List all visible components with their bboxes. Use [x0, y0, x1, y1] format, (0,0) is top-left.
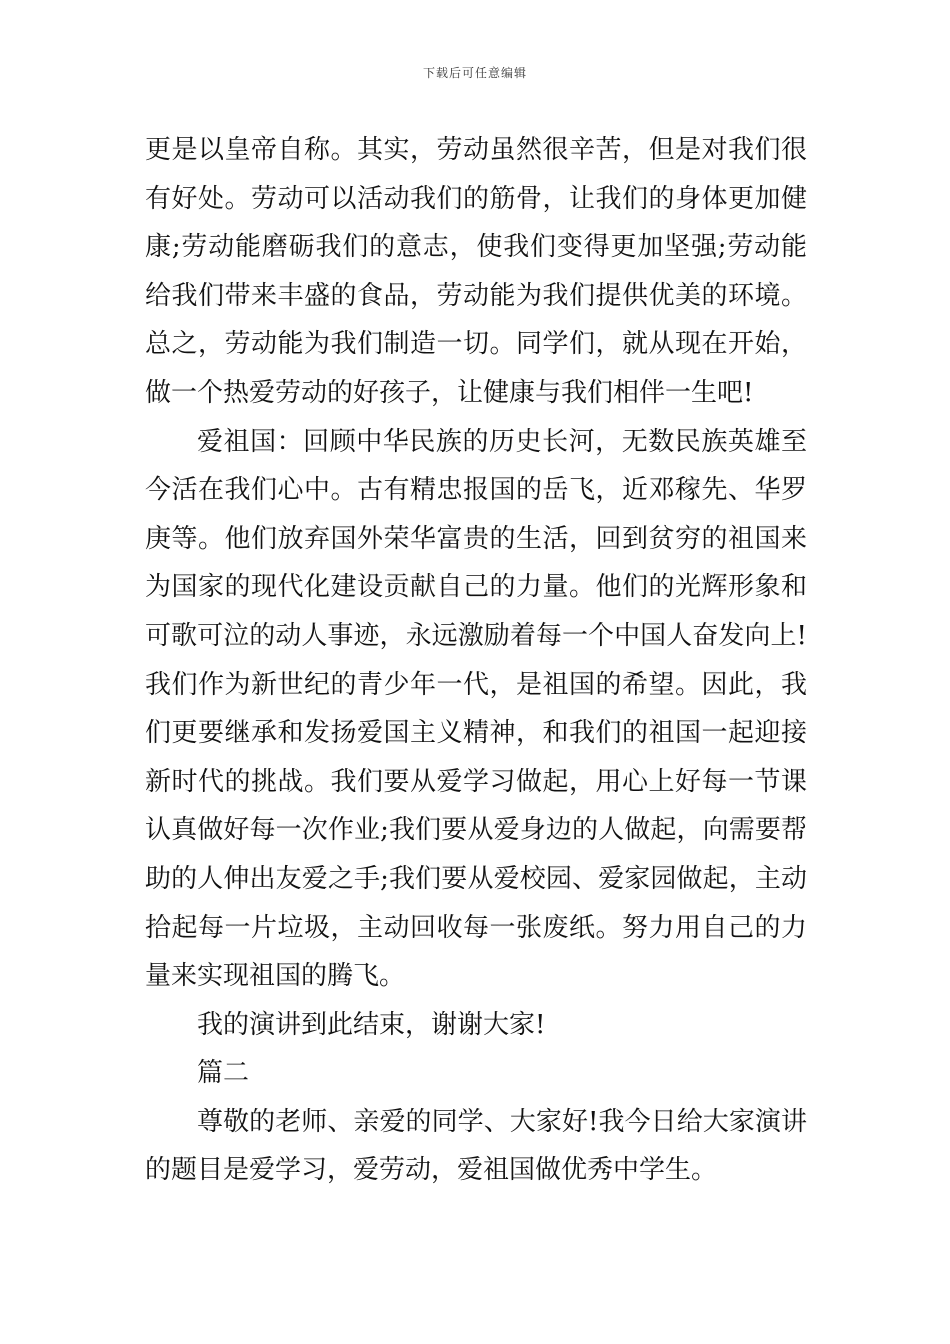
text-line: 们更要继承和发扬爱国主义精神，和我们的祖国一起迎接	[145, 718, 807, 749]
text-line: 助的人伸出友爱之手;我们要从爱校园、爱家园做起，主动	[145, 863, 807, 894]
text-line: 做一个热爱劳动的好孩子，让健康与我们相伴一生吧!	[145, 377, 754, 408]
text-line: 我们作为新世纪的青少年一代，是祖国的希望。因此，我	[145, 669, 807, 700]
text-line: 认真做好每一次作业;我们要从爱身边的人做起，向需要帮	[145, 815, 807, 846]
text-line: 尊敬的老师、亲爱的同学、大家好!我今日给大家演讲	[197, 1106, 807, 1137]
text-line: 的题目是爱学习，爱劳动，爱祖国做优秀中学生。	[145, 1155, 718, 1186]
text-line: 更是以皇帝自称。其实，劳动虽然很辛苦，但是对我们很	[145, 135, 807, 165]
text-line: 庚等。他们放弃国外荣华富贵的生活，回到贫穷的祖国来	[145, 523, 807, 554]
document-body	[145, 126, 807, 1195]
text-line: 量来实现祖国的腾飞。	[145, 961, 406, 992]
text-line: 为国家的现代化建设贡献自己的力量。他们的光辉形象和	[145, 572, 807, 603]
text-line: 拾起每一片垃圾，主动回收每一张废纸。努力用自己的力	[145, 912, 807, 943]
text-line: 可歌可泣的动人事迹，永远激励着每一个中国人奋发向上!	[145, 620, 807, 651]
text-line: 今活在我们心中。古有精忠报国的岳飞，近邓稼先、华罗	[145, 475, 807, 506]
page-header: 下载后可任意编辑	[422, 66, 527, 80]
text-line: 篇二	[197, 1058, 250, 1089]
text-line: 新时代的挑战。我们要从爱学习做起，用心上好每一节课	[145, 766, 807, 797]
text-line: 康;劳动能磨砺我们的意志，使我们变得更加坚强;劳动能	[145, 232, 807, 263]
text-line: 有好处。劳动可以活动我们的筋骨，让我们的身体更加健	[145, 183, 807, 214]
text-line: 爱祖国：回顾中华民族的历史长河，无数民族英雄至	[197, 426, 807, 457]
text-line: 我的演讲到此结束，谢谢大家!	[197, 1009, 546, 1040]
text-line: 总之，劳动能为我们制造一切。同学们，就从现在开始，	[145, 329, 807, 360]
text-line: 给我们带来丰盛的食品，劳动能为我们提供优美的环境。	[145, 280, 807, 311]
